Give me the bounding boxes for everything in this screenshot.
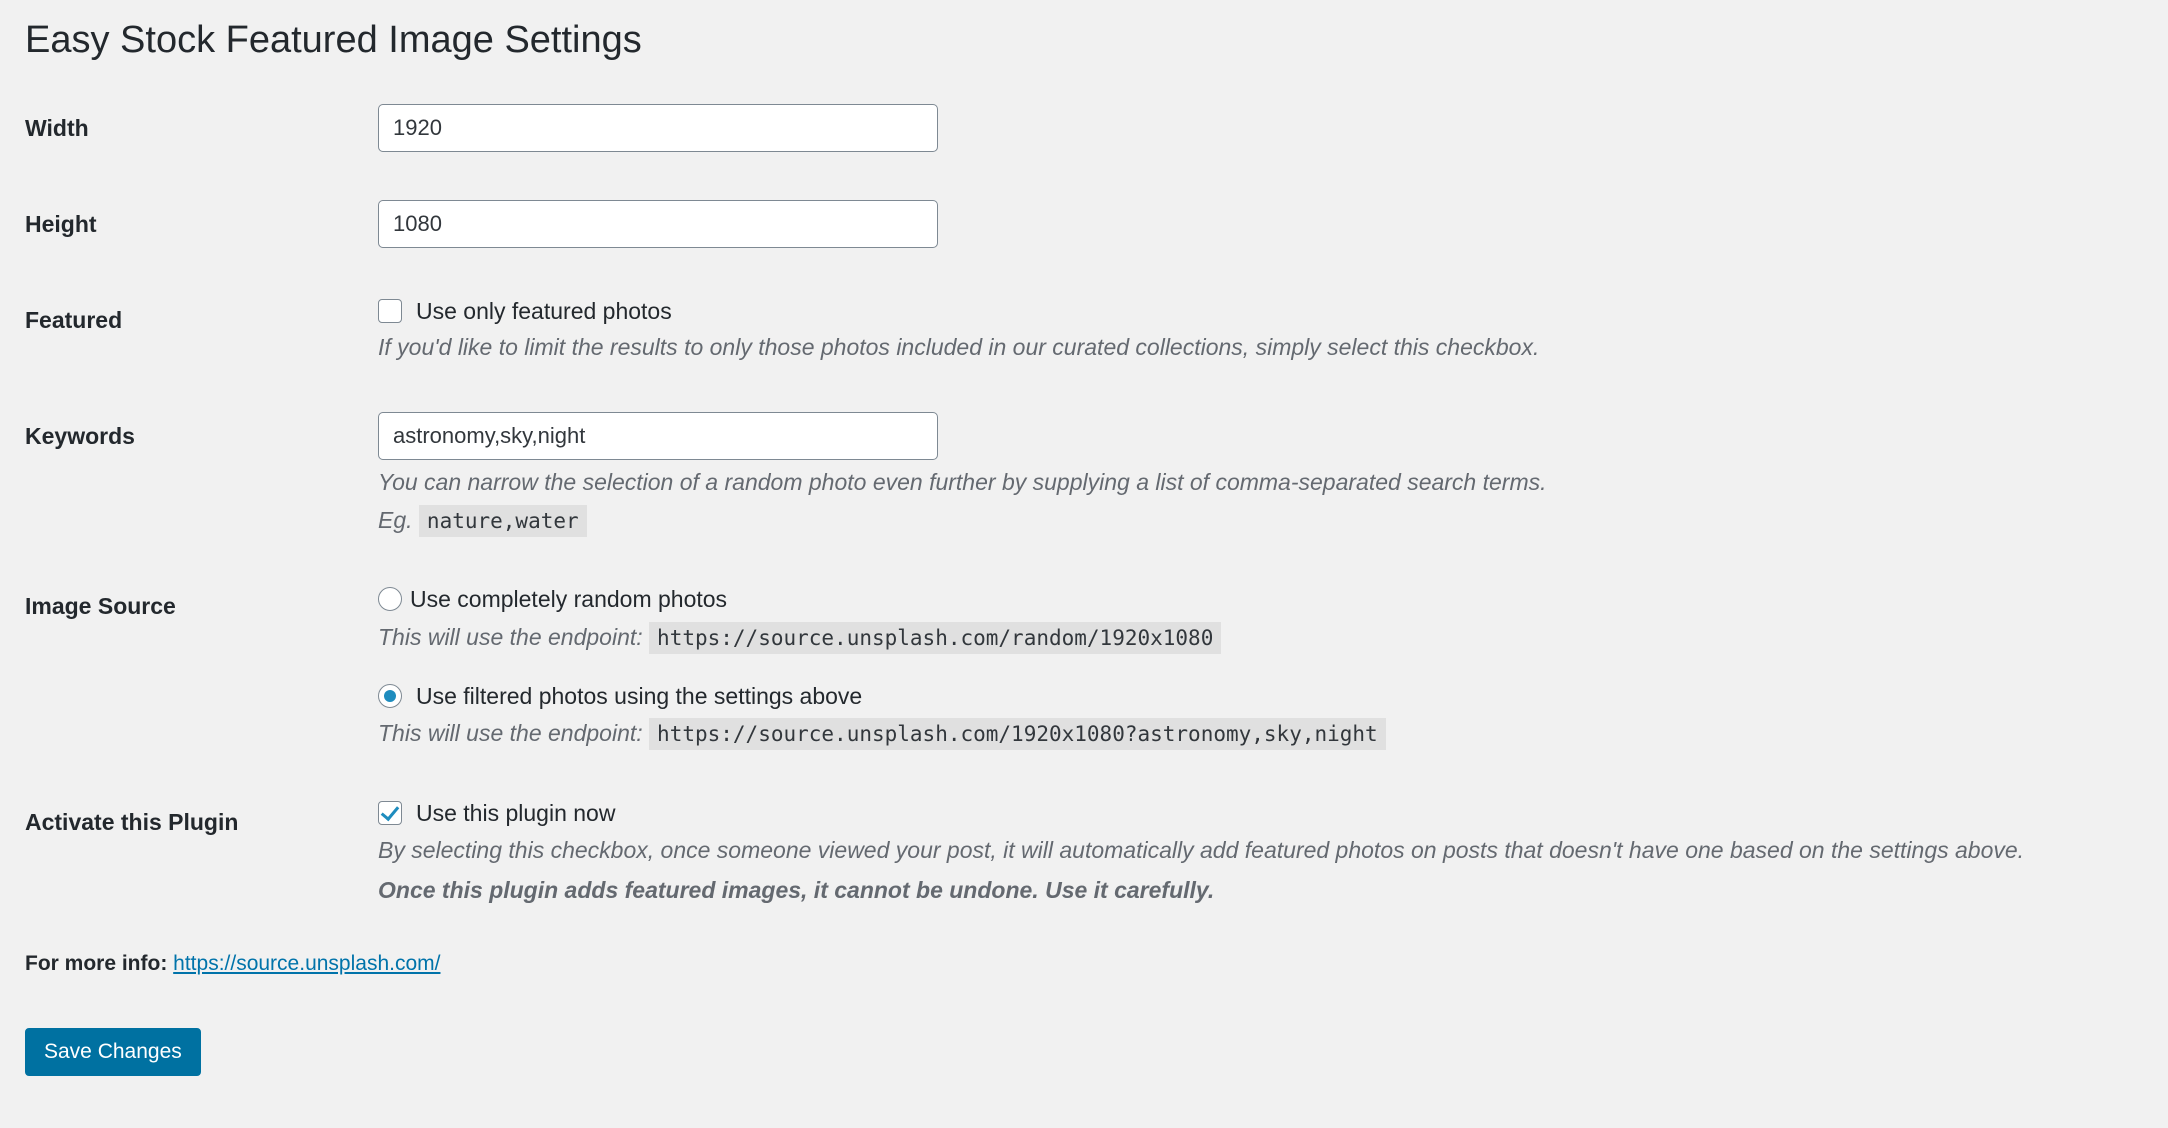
featured-description: If you'd like to limit the results to only those photos included in our curated collections, simply select this checkbox. <box>378 334 1540 360</box>
filtered-endpoint-description <box>378 718 1386 750</box>
random-endpoint-code: https://source.unsplash.com/random/1920x1080 <box>649 622 1221 654</box>
filtered-photos-radio[interactable] <box>378 684 402 708</box>
more-info-prefix: For more info: <box>25 952 168 975</box>
keywords-example-prefix: Eg. <box>378 507 413 533</box>
random-photos-radio-label[interactable]: Use completely random photos <box>410 586 728 612</box>
keywords-label: Keywords <box>25 423 135 449</box>
activate-warning: Once this plugin adds featured images, it cannot be undone. Use it carefully. <box>378 877 1215 903</box>
activate-checkbox[interactable] <box>378 801 402 825</box>
filtered-endpoint-prefix: This will use the endpoint: <box>378 720 643 746</box>
activate-label: Activate this Plugin <box>25 809 239 835</box>
filtered-photos-radio-label[interactable]: Use filtered photos using the settings above <box>416 683 863 709</box>
page-title: Easy Stock Featured Image Settings <box>25 19 642 61</box>
filtered-endpoint-code: https://source.unsplash.com/1920x1080?astronomy,sky,night <box>649 718 1386 750</box>
featured-checkbox-label[interactable]: Use only featured photos <box>416 298 672 324</box>
keywords-input[interactable] <box>378 412 938 460</box>
width-input[interactable] <box>378 104 938 152</box>
activate-description: By selecting this checkbox, once someone viewed your post, it will automatically add featured photos on posts that doesn't have one based on the settings above. <box>378 837 2025 863</box>
keywords-example-code: nature,water <box>419 505 587 537</box>
featured-label: Featured <box>25 307 123 333</box>
save-changes-button[interactable]: Save Changes <box>25 1028 201 1076</box>
width-label: Width <box>25 115 89 141</box>
image-source-label: Image Source <box>25 593 176 619</box>
random-photos-radio[interactable] <box>378 587 402 611</box>
activate-checkbox-label[interactable]: Use this plugin now <box>416 800 616 826</box>
height-input[interactable] <box>378 200 938 248</box>
keywords-description: You can narrow the selection of a random photo even further by supplying a list of comma-separated search terms. <box>378 469 1547 495</box>
height-label: Height <box>25 211 97 237</box>
more-info <box>25 949 440 979</box>
featured-checkbox[interactable] <box>378 299 402 323</box>
random-endpoint-description <box>378 622 1221 654</box>
unsplash-link[interactable]: https://source.unsplash.com/ <box>173 952 441 975</box>
random-endpoint-prefix: This will use the endpoint: <box>378 624 643 650</box>
keywords-example <box>378 505 587 537</box>
